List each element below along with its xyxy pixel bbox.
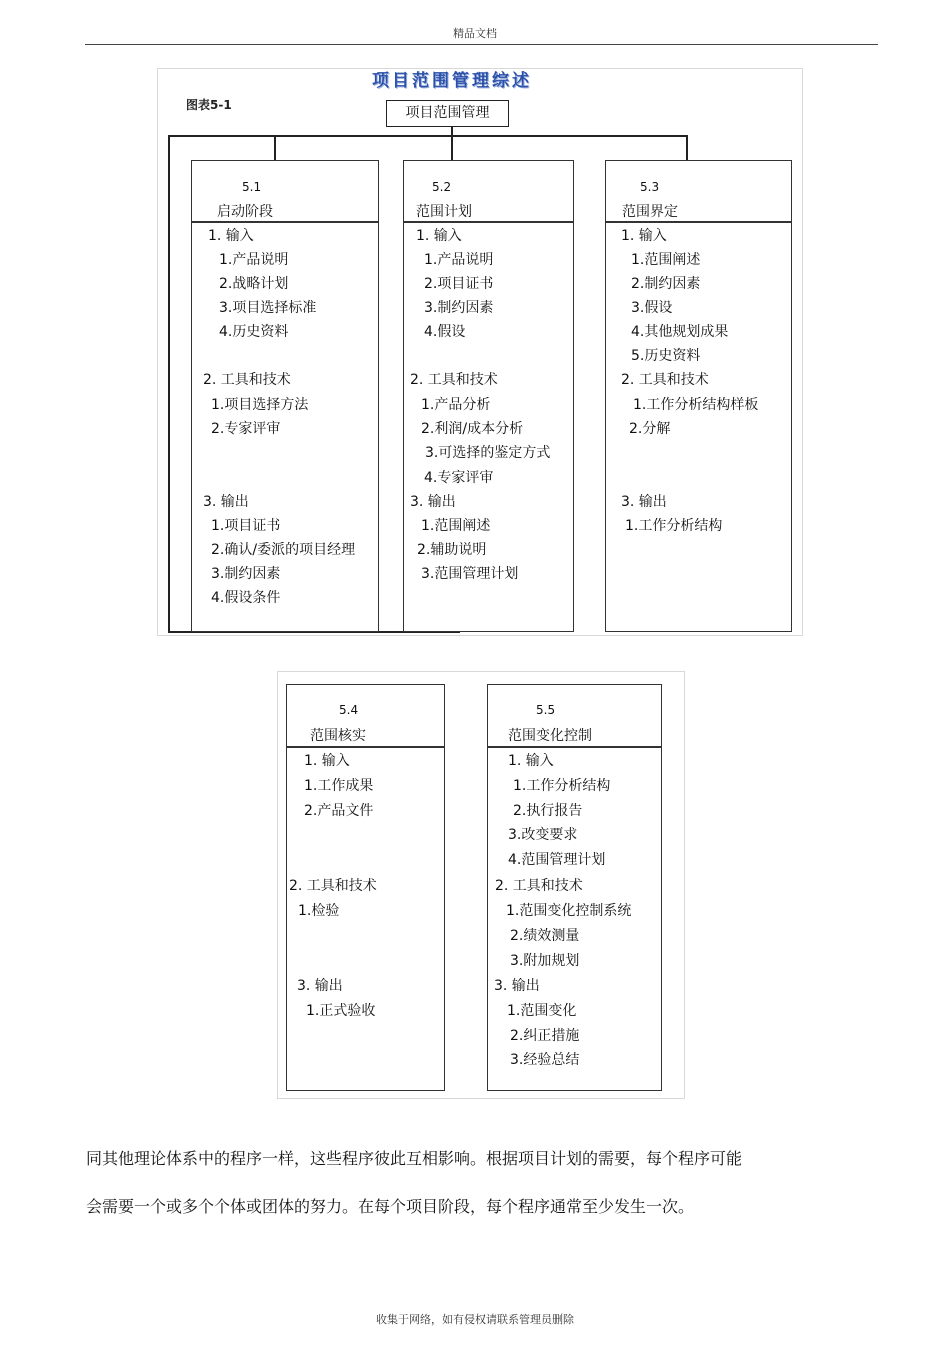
process-number: 5.1: [242, 180, 262, 194]
figure-label: 图表5-1: [186, 98, 232, 112]
process-number: 5.5: [536, 703, 556, 717]
list-item: 1.范围阐述: [421, 518, 491, 534]
connector: [168, 135, 688, 137]
list-item: 1.项目证书: [211, 518, 281, 534]
header-rule: [85, 44, 878, 45]
list-item: 3.假设: [631, 300, 673, 316]
section-heading: 2. 工具和技术: [495, 878, 583, 894]
list-item: 1.产品说明: [219, 252, 289, 268]
list-item: 4.假设条件: [211, 590, 281, 606]
list-item: 2.专家评审: [211, 421, 281, 437]
list-item: 1.范围变化控制系统: [506, 903, 632, 919]
process-number: 5.4: [339, 703, 359, 717]
section-heading: 3. 输出: [410, 494, 456, 510]
section-heading: 1. 输入: [208, 228, 254, 244]
list-item: 2.项目证书: [424, 276, 494, 292]
list-item: 1.正式验收: [306, 1003, 376, 1019]
list-item: 3.范围管理计划: [421, 566, 519, 582]
list-item: 3.经验总结: [510, 1052, 580, 1068]
section-heading: 2. 工具和技术: [203, 372, 291, 388]
list-item: 2.绩效测量: [510, 928, 580, 944]
connector: [451, 135, 453, 161]
process-box-5-4: [286, 684, 445, 1091]
list-item: 1.工作分析结构: [625, 518, 723, 534]
list-item: 4.专家评审: [424, 470, 494, 486]
body-line-2: 会需要一个或多个个体或团体的努力。在每个项目阶段，每个程序通常至少发生一次。: [86, 1197, 695, 1216]
connector: [686, 135, 688, 161]
process-name: 范围界定: [622, 204, 678, 220]
process-header: [287, 685, 444, 748]
body-line-1: 同其他理论体系中的程序一样，这些程序彼此互相影响。根据项目计划的需要，每个程序可能: [86, 1149, 743, 1168]
process-header: [606, 161, 791, 223]
list-item: 4.假设: [424, 324, 466, 340]
process-box-5-2: [403, 160, 574, 632]
list-item: 4.历史资料: [219, 324, 289, 340]
list-item: 2.制约因素: [631, 276, 701, 292]
process-box-5-1: [191, 160, 379, 632]
list-item: 1.检验: [298, 903, 340, 919]
list-item: 3.可选择的鉴定方式: [425, 445, 551, 461]
section-heading: 2. 工具和技术: [621, 372, 709, 388]
list-item: 2.辅助说明: [417, 542, 487, 558]
connector: [274, 135, 276, 161]
process-number: 5.3: [640, 180, 660, 194]
process-name: 范围核实: [310, 728, 366, 744]
process-box-5-5: [487, 684, 662, 1091]
process-header: [404, 161, 573, 223]
list-item: 2.产品文件: [304, 803, 374, 819]
root-node: 项目范围管理: [386, 100, 509, 127]
list-item: 3.制约因素: [211, 566, 281, 582]
list-item: 1.产品说明: [424, 252, 494, 268]
list-item: 2.纠正措施: [510, 1028, 580, 1044]
connector: [168, 135, 170, 632]
section-heading: 2. 工具和技术: [289, 878, 377, 894]
section-heading: 1. 输入: [508, 753, 554, 769]
list-item: 1.项目选择方法: [211, 397, 309, 413]
section-heading: 1. 输入: [621, 228, 667, 244]
list-item: 1.工作分析结构: [513, 778, 611, 794]
list-item: 1.范围变化: [507, 1003, 577, 1019]
process-name: 启动阶段: [217, 204, 273, 220]
list-item: 2.确认/委派的项目经理: [211, 542, 356, 558]
section-heading: 3. 输出: [297, 978, 343, 994]
list-item: 3.制约因素: [424, 300, 494, 316]
section-heading: 3. 输出: [494, 978, 540, 994]
list-item: 2.利润/成本分析: [421, 421, 524, 437]
process-header: [192, 161, 378, 223]
section-heading: 3. 输出: [621, 494, 667, 510]
list-item: 1.工作分析结构样板: [633, 397, 759, 413]
list-item: 1.产品分析: [421, 397, 491, 413]
page-footer: 收集于网络，如有侵权请联系管理员删除: [376, 1313, 574, 1326]
list-item: 4.其他规划成果: [631, 324, 729, 340]
list-item: 3.附加规划: [510, 953, 580, 969]
section-heading: 1. 输入: [416, 228, 462, 244]
list-item: 1.工作成果: [304, 778, 374, 794]
section-heading: 3. 输出: [203, 494, 249, 510]
list-item: 2.执行报告: [513, 803, 583, 819]
section-heading: 1. 输入: [304, 753, 350, 769]
list-item: 3.项目选择标准: [219, 300, 317, 316]
section-heading: 2. 工具和技术: [410, 372, 498, 388]
process-header: [488, 685, 661, 748]
figure-title: 项目范围管理综述: [372, 71, 532, 91]
list-item: 4.范围管理计划: [508, 852, 606, 868]
list-item: 2.分解: [629, 421, 671, 437]
list-item: 5.历史资料: [631, 348, 701, 364]
list-item: 3.改变要求: [508, 827, 578, 843]
process-box-5-3: [605, 160, 792, 632]
page-header: 精品文档: [453, 27, 497, 40]
process-name: 范围计划: [416, 204, 472, 220]
list-item: 1.范围阐述: [631, 252, 701, 268]
list-item: 2.战略计划: [219, 276, 289, 292]
process-name: 范围变化控制: [508, 728, 592, 744]
process-number: 5.2: [432, 180, 452, 194]
